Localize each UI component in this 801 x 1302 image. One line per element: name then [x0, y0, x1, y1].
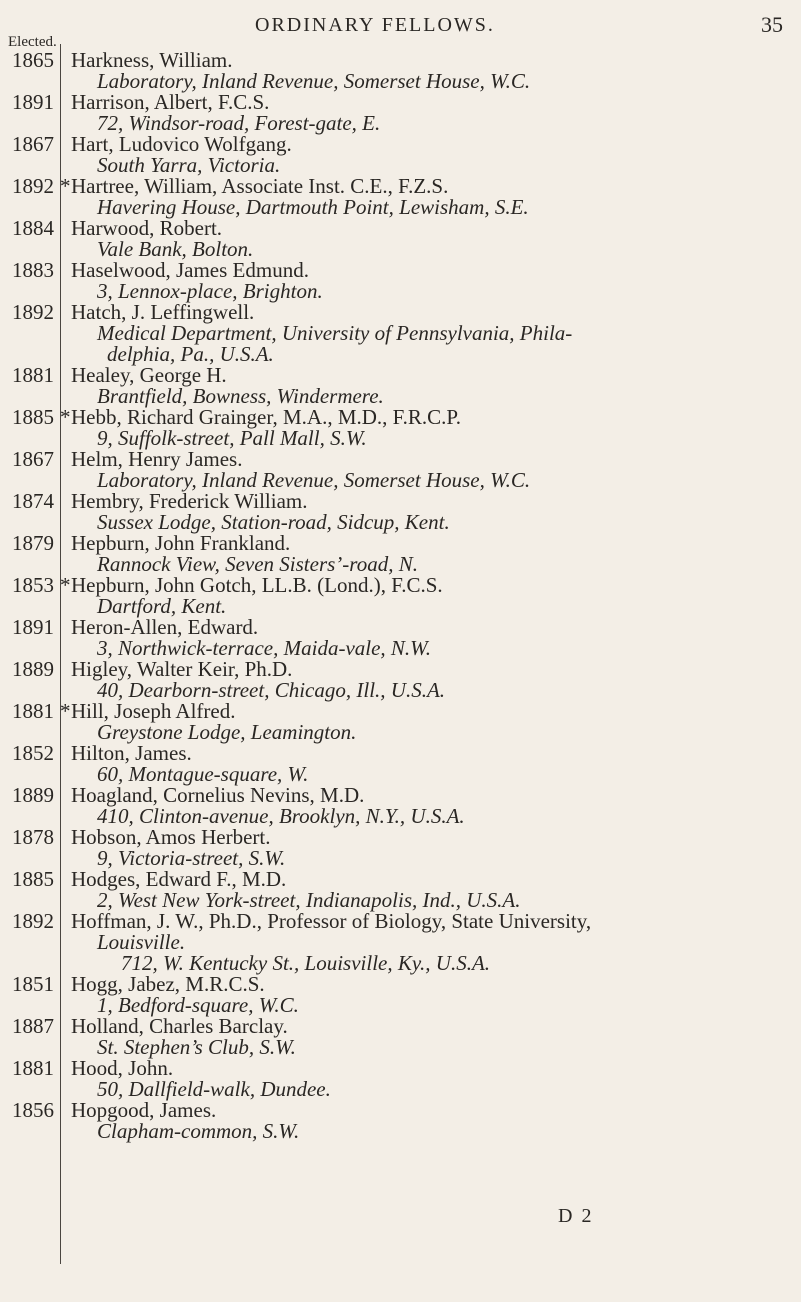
election-year: 1889	[12, 657, 54, 681]
election-year: 1867	[12, 447, 54, 471]
fellow-address: Laboratory, Inland Revenue, Somerset House, W.C.	[97, 69, 531, 93]
asterisk-mark: *	[60, 405, 71, 429]
fellow-details	[60, 491, 801, 533]
fellow-details	[60, 869, 801, 911]
fellow-name: Higley, Walter Keir, Ph.D.	[71, 657, 293, 681]
fellow-entry	[0, 785, 801, 827]
elected-column-label: Elected.	[8, 34, 57, 50]
fellow-address: 50, Dallfield-walk, Dundee.	[97, 1077, 331, 1101]
fellow-name-line	[60, 218, 789, 239]
election-year: 1883	[12, 258, 54, 282]
fellow-entry	[0, 617, 801, 659]
election-year: 1856	[12, 1098, 54, 1122]
fellow-address: 3, Lennox-place, Brighton.	[97, 279, 323, 303]
fellow-entry	[0, 92, 801, 134]
fellow-name-line	[60, 365, 789, 386]
fellow-address: 2, West New York-street, Indianapolis, Ind., U.S.A.	[97, 888, 521, 912]
fellow-name-line	[60, 911, 789, 932]
running-title: ORDINARY FELLOWS.	[255, 14, 495, 36]
election-year: 1885	[12, 867, 54, 891]
fellow-name: Hopgood, James.	[71, 1098, 217, 1122]
fellow-entry	[0, 743, 801, 785]
fellow-address: Dartford, Kent.	[97, 594, 227, 618]
fellow-name: Hatch, J. Leffingwell.	[71, 300, 255, 324]
fellow-name: Hart, Ludovico Wolfgang.	[71, 132, 292, 156]
fellow-details	[60, 260, 801, 302]
fellow-name-line	[60, 491, 789, 512]
election-year: 1887	[12, 1014, 54, 1038]
fellow-name: Hartree, William, Associate Inst. C.E., F.Z.S.	[71, 174, 449, 198]
fellow-entry	[0, 1016, 801, 1058]
fellow-details	[60, 701, 801, 743]
fellow-name: Helm, Henry James.	[71, 447, 243, 471]
fellow-address: 9, Suffolk-street, Pall Mall, S.W.	[97, 426, 367, 450]
fellow-address: delphia, Pa., U.S.A.	[107, 342, 274, 366]
signature-mark: D 2	[558, 1205, 594, 1227]
fellow-entry	[0, 50, 801, 92]
fellow-details	[60, 407, 801, 449]
fellow-name-line	[60, 1058, 789, 1079]
fellow-address: Greystone Lodge, Leamington.	[97, 720, 357, 744]
fellow-details	[60, 659, 801, 701]
fellow-address: Sussex Lodge, Station-road, Sidcup, Kent.	[97, 510, 450, 534]
election-year: 1891	[12, 615, 54, 639]
fellow-details	[60, 218, 801, 260]
election-year: 1874	[12, 489, 54, 513]
fellow-name: Hood, John.	[71, 1056, 174, 1080]
fellow-name-line	[60, 449, 789, 470]
fellow-name-line	[60, 134, 789, 155]
fellow-entry	[0, 701, 801, 743]
fellow-entry	[0, 1100, 801, 1142]
fellow-name-line	[60, 701, 789, 722]
fellow-details	[60, 911, 801, 974]
fellow-name-line	[60, 533, 789, 554]
fellow-address: Laboratory, Inland Revenue, Somerset House, W.C.	[97, 468, 531, 492]
election-year: 1867	[12, 132, 54, 156]
election-year: 1892	[12, 909, 54, 933]
fellow-entry	[0, 260, 801, 302]
fellow-entry	[0, 869, 801, 911]
fellow-name: Harkness, William.	[71, 48, 233, 72]
fellow-details	[60, 785, 801, 827]
fellow-address: Clapham-common, S.W.	[97, 1119, 300, 1143]
fellow-details	[60, 50, 801, 92]
fellow-name: Hepburn, John Frankland.	[71, 531, 291, 555]
fellow-entry	[0, 974, 801, 1016]
fellow-name-line	[60, 302, 789, 323]
fellow-details	[60, 1016, 801, 1058]
fellow-name: Hebb, Richard Grainger, M.A., M.D., F.R.C.P.	[71, 405, 462, 429]
fellow-address: St. Stephen’s Club, S.W.	[97, 1035, 296, 1059]
fellow-name-line	[60, 785, 789, 806]
asterisk-mark: *	[60, 174, 71, 198]
fellow-details	[60, 92, 801, 134]
fellow-name-line	[60, 50, 789, 71]
fellow-address: 72, Windsor-road, Forest-gate, E.	[97, 111, 381, 135]
fellow-entry	[0, 533, 801, 575]
fellow-name: Holland, Charles Barclay.	[71, 1014, 288, 1038]
fellow-name-line	[60, 974, 789, 995]
fellow-name-line	[60, 92, 789, 113]
fellow-entry	[0, 575, 801, 617]
fellow-details	[60, 449, 801, 491]
fellow-name: Hoffman, J. W., Ph.D., Professor of Biology, State University,	[71, 909, 592, 933]
fellow-name: Harwood, Robert.	[71, 216, 223, 240]
fellow-entry	[0, 659, 801, 701]
fellow-name-line	[60, 1016, 789, 1037]
election-year: 1881	[12, 699, 54, 723]
fellow-details	[60, 176, 801, 218]
election-year: 1851	[12, 972, 54, 996]
election-year: 1853	[12, 573, 54, 597]
fellow-name: Hodges, Edward F., M.D.	[71, 867, 287, 891]
fellow-address: Havering House, Dartmouth Point, Lewisham, S.E.	[97, 195, 529, 219]
fellow-name: Hoagland, Cornelius Nevins, M.D.	[71, 783, 365, 807]
fellow-name: Heron-Allen, Edward.	[71, 615, 259, 639]
fellow-details	[60, 1058, 801, 1100]
fellow-name-line	[60, 743, 789, 764]
fellow-name-line	[60, 176, 789, 197]
fellow-address: Rannock View, Seven Sisters’-road, N.	[97, 552, 418, 576]
fellow-address: 1, Bedford-square, W.C.	[97, 993, 299, 1017]
fellow-entry	[0, 407, 801, 449]
fellow-details	[60, 827, 801, 869]
fellow-address: 3, Northwick-terrace, Maida-vale, N.W.	[97, 636, 432, 660]
fellow-address: 712, W. Kentucky St., Louisville, Ky., U.S.A.	[121, 951, 491, 975]
election-year: 1881	[12, 1056, 54, 1080]
fellow-name: Healey, George H.	[71, 363, 227, 387]
fellow-name-line	[60, 827, 789, 848]
fellow-address: 40, Dearborn-street, Chicago, Ill., U.S.A.	[97, 678, 446, 702]
fellow-address: Louisville.	[97, 930, 186, 954]
election-year: 1891	[12, 90, 54, 114]
fellow-name-line	[60, 869, 789, 890]
fellow-address: South Yarra, Victoria.	[97, 153, 281, 177]
fellow-details	[60, 533, 801, 575]
fellow-entry	[0, 218, 801, 260]
fellow-name: Harrison, Albert, F.C.S.	[71, 90, 270, 114]
election-year: 1892	[12, 174, 54, 198]
fellow-entry	[0, 134, 801, 176]
election-year: 1892	[12, 300, 54, 324]
fellow-entry	[0, 449, 801, 491]
election-year: 1885	[12, 405, 54, 429]
fellow-name-line	[60, 260, 789, 281]
fellow-name-line	[60, 617, 789, 638]
fellow-name: Hill, Joseph Alfred.	[71, 699, 236, 723]
fellow-entry	[0, 176, 801, 218]
fellow-details	[60, 575, 801, 617]
fellow-details	[60, 302, 801, 365]
election-year: 1852	[12, 741, 54, 765]
asterisk-mark: *	[60, 699, 71, 723]
fellow-name: Hogg, Jabez, M.R.C.S.	[71, 972, 265, 996]
fellow-name: Hepburn, John Gotch, LL.B. (Lond.), F.C.S.	[71, 573, 443, 597]
fellow-address: 410, Clinton-avenue, Brooklyn, N.Y., U.S.A.	[97, 804, 465, 828]
election-year: 1879	[12, 531, 54, 555]
fellow-entry	[0, 827, 801, 869]
fellow-entry	[0, 1058, 801, 1100]
fellow-address: Vale Bank, Bolton.	[97, 237, 254, 261]
fellow-name: Hilton, James.	[71, 741, 192, 765]
fellow-name: Hembry, Frederick William.	[71, 489, 308, 513]
fellow-name: Haselwood, James Edmund.	[71, 258, 309, 282]
fellow-entry	[0, 365, 801, 407]
fellow-details	[60, 1100, 801, 1142]
fellow-address: 60, Montague-square, W.	[97, 762, 309, 786]
fellow-name: Hobson, Amos Herbert.	[71, 825, 271, 849]
page-number: 35	[761, 12, 783, 37]
election-year: 1884	[12, 216, 54, 240]
fellows-list	[0, 50, 801, 1142]
fellow-name-line	[60, 659, 789, 680]
running-head	[0, 12, 801, 42]
election-year: 1881	[12, 363, 54, 387]
fellow-address: Brantfield, Bowness, Windermere.	[97, 384, 384, 408]
fellow-details	[60, 974, 801, 1016]
election-year: 1865	[12, 48, 54, 72]
fellow-name-line	[60, 407, 789, 428]
fellow-address: 9, Victoria-street, S.W.	[97, 846, 286, 870]
election-year: 1878	[12, 825, 54, 849]
fellow-details	[60, 617, 801, 659]
fellow-name-line	[60, 575, 789, 596]
fellow-name-line	[60, 1100, 789, 1121]
fellow-entry	[0, 302, 801, 365]
fellow-details	[60, 365, 801, 407]
election-year: 1889	[12, 783, 54, 807]
fellow-entry	[0, 911, 801, 974]
fellow-address: Medical Department, University of Pennsylvania, Phila-	[97, 321, 573, 345]
fellow-details	[60, 134, 801, 176]
fellow-details	[60, 743, 801, 785]
asterisk-mark: *	[60, 573, 71, 597]
fellow-entry	[0, 491, 801, 533]
